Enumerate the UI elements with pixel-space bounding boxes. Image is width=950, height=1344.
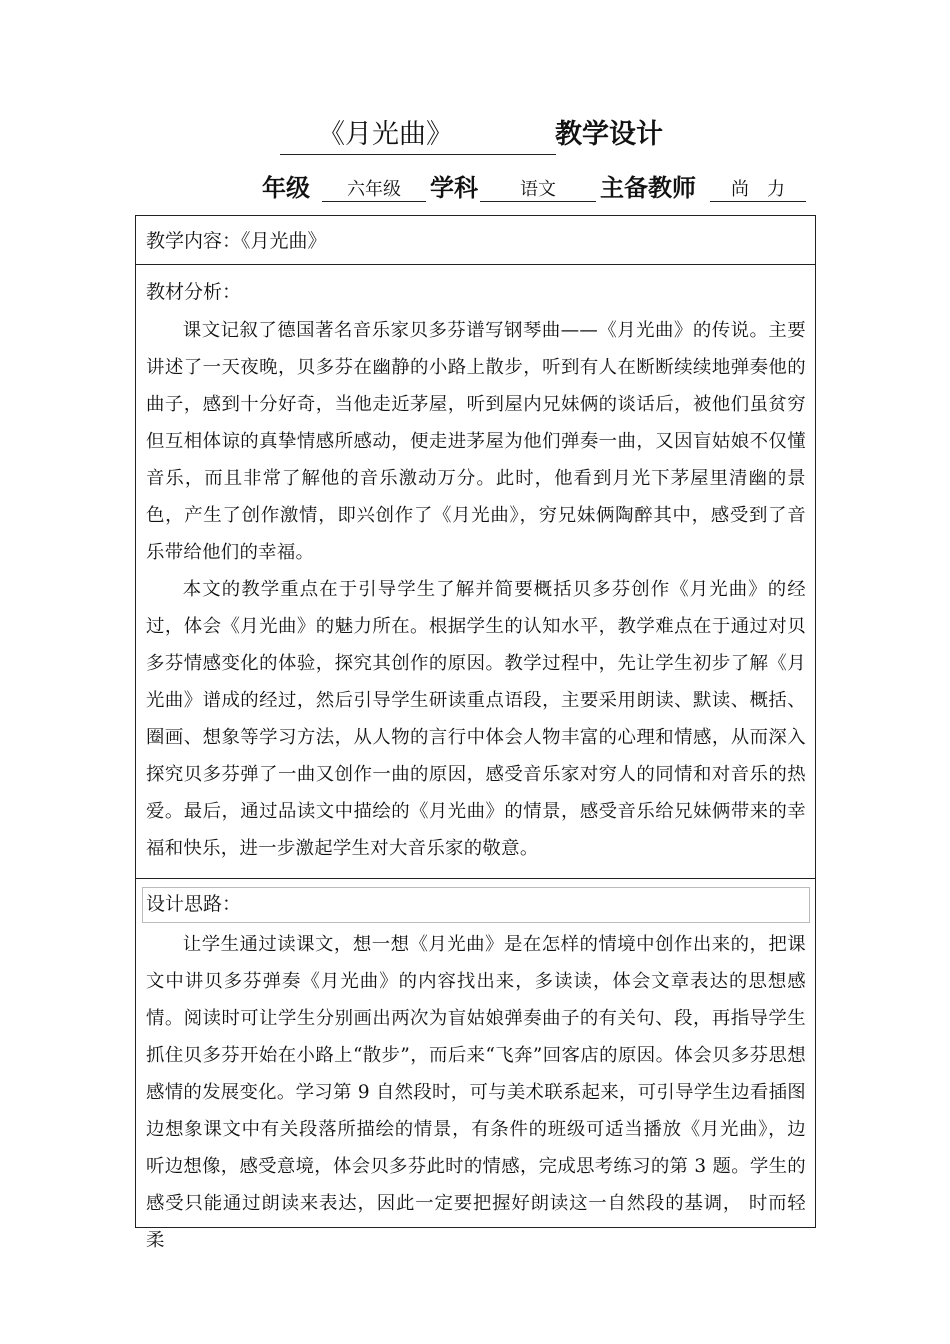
grade-label: 年级 <box>262 174 310 202</box>
design-label-box <box>142 887 810 923</box>
title-underline <box>280 154 556 155</box>
grade-value: 六年级 <box>347 179 401 200</box>
subject-underline <box>480 201 596 202</box>
teacher-value: 尚 力 <box>731 179 785 200</box>
teaching-content-label: 教学内容：《月光曲》 <box>146 230 327 252</box>
teacher-underline <box>710 201 806 202</box>
row-divider <box>136 264 815 265</box>
material-analysis-label: 教材分析： <box>146 281 242 303</box>
title-design-label: 教学设计 <box>555 119 663 150</box>
lesson-design-table <box>135 215 816 1251</box>
design-paragraph: 让学生通过读课文，想一想《月光曲》是在怎样的情境中创作出来的，把课文中讲贝多芬弹奏《月光曲》的内容找出来，多读读，体会文章表达的思想感情。阅读时可让学生分别画出两次为盲姑娘弹奏曲子的有关句、段，再指导学生抓住贝多芬开始在小路上“散步”，而后来“飞奔”回客店的原因。体会贝多芬思想感情的发展变化。学习第 9 自然段时，可与美术联系起来，可引导学生边看插图边想象课文中有关段落所描绘的情景，有条件的班级可适当播放《月光曲》，边听边想像，感受意境，体会贝多芬此时的情感，完成思考练习的第 3 题。学生的感受只能通过朗读来表达，因此一定要把握好朗读这一自然段的基调， 时而轻柔 <box>146 934 806 1251</box>
meta-row <box>0 168 950 208</box>
row-divider <box>136 878 815 879</box>
document-title <box>0 112 950 156</box>
subject-value: 语文 <box>520 179 556 200</box>
teacher-label: 主备教师 <box>600 174 696 202</box>
design-idea-label: 设计思路： <box>146 893 242 915</box>
analysis-paragraph: 课文记叙了德国著名音乐家贝多芬谱写钢琴曲——《月光曲》的传说。主要讲述了一天夜晚，贝多芬在幽静的小路上散步，听到有人在断断续续地弹奏他的曲子，感到十分好奇，当他走近茅屋，听到屋内兄妹俩的谈话后，被他们虽贫穷但互相体谅的真挚情感所感动，便走进茅屋为他们弹奏一曲，又因盲姑娘不仅懂音乐，而且非常了解他的音乐激动万分。此时，他看到月光下茅屋里清幽的景色，产生了创作激情，即兴创作了《月光曲》，穷兄妹俩陶醉其中，感受到了音乐带给他们的幸福。 <box>146 320 806 563</box>
grade-underline <box>322 201 426 202</box>
analysis-paragraph: 本文的教学重点在于引导学生了解并简要概括贝多芬创作《月光曲》的经过，体会《月光曲》的魅力所在。根据学生的认知水平，教学难点在于通过对贝多芬情感变化的体验，探究其创作的原因。教学过程中，先让学生初步了解《月光曲》谱成的经过，然后引导学生研读重点语段，主要采用朗读、默读、概括、圈画、想象等学习方法，从人物的言行中体会人物丰富的心理和情感，从而深入探究贝多芬弹了一曲又创作一曲的原因，感受音乐家对穷人的同情和对音乐的热爱。最后，通过品读文中描绘的《月光曲》的情景，感受音乐给兄妹俩带来的幸福和快乐，进一步激起学生对大音乐家的敬意。 <box>146 579 806 859</box>
subject-label: 学科 <box>430 174 478 202</box>
title-lesson-name: 《月光曲》 <box>318 119 453 150</box>
